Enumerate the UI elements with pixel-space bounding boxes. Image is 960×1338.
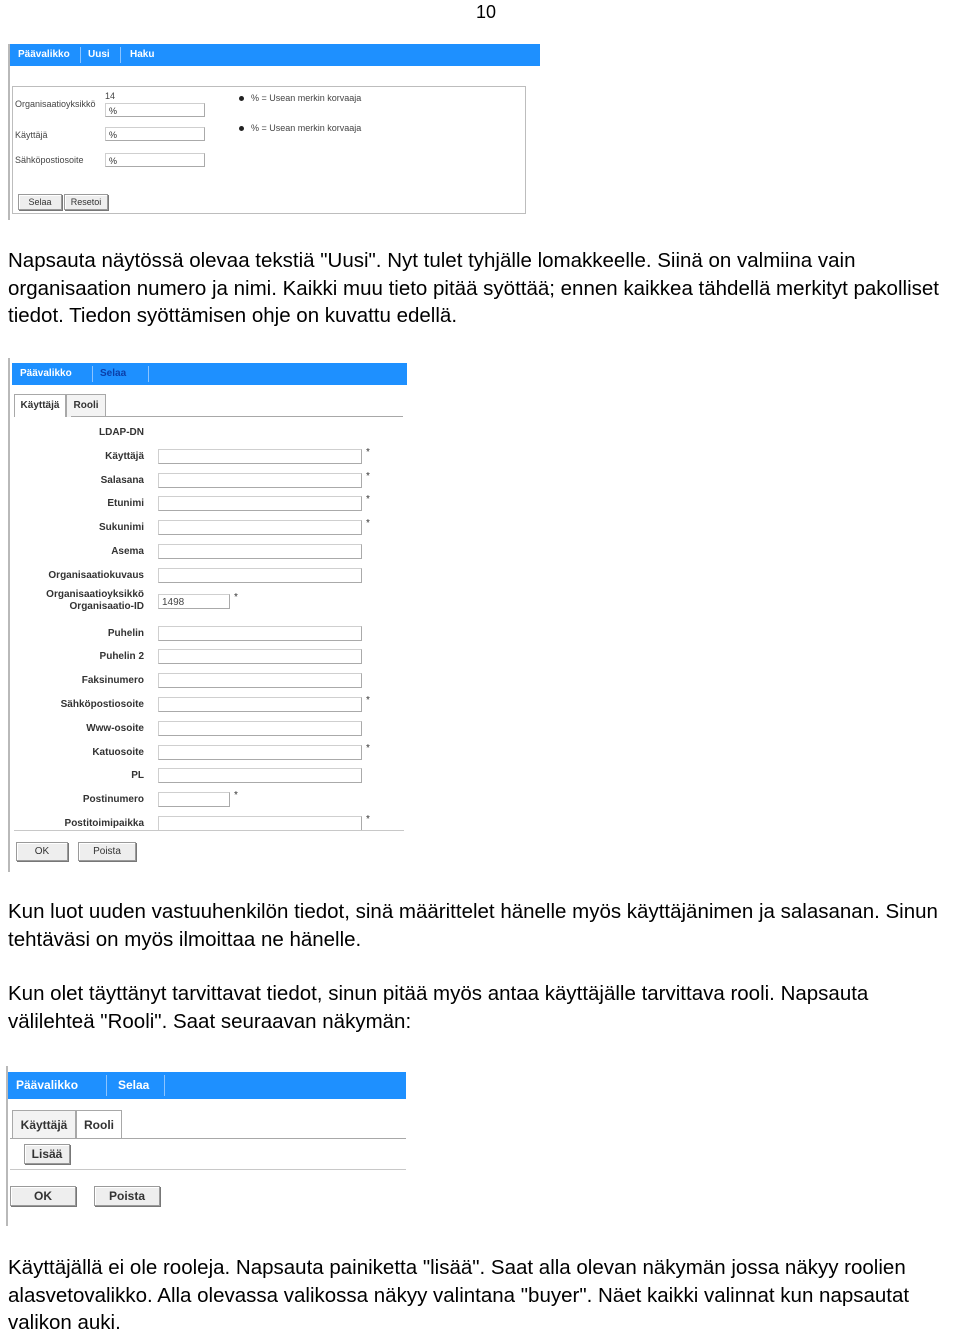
required-marker: * — [366, 695, 370, 706]
field-input[interactable] — [158, 673, 362, 688]
tab-underline — [71, 416, 403, 417]
field-input[interactable] — [158, 721, 362, 736]
form-row — [8, 811, 408, 835]
field-label: Katuosoite — [92, 746, 144, 758]
label-org-unit: Organisaatioyksikkö — [15, 99, 96, 109]
required-marker: * — [234, 591, 238, 603]
form-row — [8, 515, 408, 539]
menu-separator — [120, 47, 121, 63]
bullet-icon — [239, 96, 244, 101]
form-row — [8, 644, 408, 668]
org-unit-input[interactable]: % — [105, 103, 205, 117]
menu-separator — [164, 1075, 165, 1096]
role-tab-screenshot — [6, 1066, 408, 1226]
form-row — [8, 787, 408, 811]
main-menu-bar — [8, 1072, 406, 1099]
instruction-paragraph-3: Kun olet täyttänyt tarvittavat tiedot, sinun pitää myös antaa käyttäjälle tarvittava rooli. Napsauta välilehteä "Rooli". Saat seuraavan näkymän: — [8, 982, 869, 1033]
delete-button[interactable]: Poista — [94, 1186, 160, 1206]
menu-new[interactable]: Uusi — [88, 49, 110, 60]
form-row — [8, 716, 408, 740]
email-input[interactable]: % — [105, 153, 205, 167]
menu-separator — [106, 1075, 107, 1096]
menu-separator — [92, 366, 93, 382]
window-edge — [8, 44, 10, 220]
search-screenshot — [8, 44, 540, 222]
button-divider — [14, 830, 404, 831]
browse-button[interactable]: Selaa — [18, 194, 62, 210]
field-label: Etunimi — [107, 498, 144, 510]
field-label: Organisaatioyksikkö Organisaatio-ID — [46, 588, 144, 612]
form-row — [8, 692, 408, 716]
menu-separator — [148, 366, 149, 382]
form-row — [8, 563, 408, 587]
field-label: PL — [131, 770, 144, 782]
field-input[interactable] — [158, 792, 230, 807]
field-label: Puhelin 2 — [99, 651, 144, 663]
field-input[interactable] — [158, 697, 362, 712]
field-input[interactable] — [158, 496, 362, 511]
wildcard-hint: % = Usean merkin korvaaja — [251, 93, 362, 103]
field-label: Postitoimipaikka — [64, 818, 144, 829]
form-row — [8, 621, 408, 645]
field-label: Salasana — [100, 474, 144, 486]
field-label: Faksinumero — [81, 675, 144, 687]
field-input[interactable] — [158, 768, 362, 783]
user-input[interactable]: % — [105, 127, 205, 141]
required-marker: * — [366, 814, 370, 825]
label-email: Sähköpostiosoite — [15, 155, 84, 165]
main-menu-bar — [12, 363, 407, 385]
field-input[interactable] — [158, 520, 362, 535]
menu-browse[interactable]: Selaa — [118, 1078, 150, 1092]
field-label: Asema — [111, 546, 144, 557]
required-marker: * — [234, 790, 238, 802]
page-number: 10 — [475, 2, 497, 22]
required-marker: * — [366, 494, 370, 506]
user-form-screenshot — [8, 354, 408, 874]
required-marker: * — [366, 470, 370, 482]
menu-browse[interactable]: Selaa — [100, 368, 127, 379]
ok-button[interactable]: OK — [16, 842, 68, 861]
field-label: Sukunimi — [98, 522, 144, 534]
field-label: Käyttäjä — [105, 450, 144, 462]
field-label: Www-osoite — [86, 722, 144, 734]
bullet-icon — [239, 126, 244, 131]
reset-button[interactable]: Resetoi — [64, 194, 108, 210]
form-row — [8, 444, 408, 468]
field-label: Organisaatiokuvaus — [48, 569, 144, 581]
required-marker: * — [366, 742, 370, 754]
form-row — [8, 468, 408, 492]
form-row — [8, 763, 408, 787]
tab-role[interactable]: Rooli — [66, 394, 106, 417]
field-label: Postinumero — [82, 794, 144, 806]
field-input[interactable] — [158, 745, 362, 760]
field-input[interactable] — [158, 473, 362, 488]
form-row — [8, 539, 408, 563]
instruction-paragraph-2: Kun luot uuden vastuuhenkilön tiedot, sinä määrittelet hänelle myös käyttäjänimen ja salasanan. Sinun tehtäväsi on myös ilmoittaa ne hänelle. — [8, 900, 938, 951]
menu-main[interactable]: Päävalikko — [20, 368, 72, 379]
field-label: LDAP-DN — [99, 427, 144, 438]
field-input[interactable]: 1498 — [158, 594, 230, 609]
field-input[interactable] — [158, 449, 362, 464]
instruction-paragraph-1: Napsauta näytössä olevaa tekstiä "Uusi". Nyt tulet tyhjälle lomakkeelle. Siinä on valmiina vain organisaation numero ja nimi. Kaikki muu tieto pitää syöttää; ennen kaikkea tähdellä merkityt pakolliset tiedot. Tiedon syöttämisen ohje on kuvattu edellä. — [8, 249, 939, 327]
field-label: Puhelin — [107, 627, 144, 639]
ok-button[interactable]: OK — [10, 1186, 76, 1206]
form-row — [8, 740, 408, 764]
field-label: Sähköpostiosoite — [60, 699, 144, 710]
field-input[interactable] — [158, 568, 362, 583]
org-value: 14 — [105, 91, 116, 101]
form-row — [8, 587, 408, 617]
label-user: Käyttäjä — [15, 130, 48, 140]
required-marker: * — [366, 518, 370, 530]
form-row — [8, 420, 408, 444]
tab-user[interactable]: Käyttäjä — [14, 394, 66, 417]
field-input[interactable] — [158, 649, 362, 664]
add-role-button[interactable]: Lisää — [24, 1144, 70, 1164]
tab-user[interactable]: Käyttäjä — [12, 1110, 76, 1139]
field-input[interactable] — [158, 544, 362, 559]
instruction-paragraph-4: Käyttäjällä ei ole rooleja. Napsauta painiketta "lisää". Saat alla olevan näkymän jossa näkyy roolien alasvetovalikko. Alla olevassa valikossa näkyy valintana "buyer". Näet kaikki valinnat kun napsautat valikon auki. — [8, 1256, 910, 1334]
delete-button[interactable]: Poista — [78, 842, 136, 861]
menu-search[interactable]: Haku — [130, 49, 155, 60]
wildcard-hint: % = Usean merkin korvaaja — [251, 123, 362, 133]
tab-role[interactable]: Rooli — [76, 1110, 122, 1139]
field-input[interactable] — [158, 816, 362, 831]
menu-main[interactable]: Päävalikko — [18, 49, 70, 60]
form-row — [8, 668, 408, 692]
form-row — [8, 491, 408, 515]
required-marker: * — [366, 446, 370, 458]
main-menu-bar — [10, 44, 540, 66]
menu-separator — [80, 47, 81, 63]
field-input[interactable] — [158, 626, 362, 641]
menu-main[interactable]: Päävalikko — [16, 1078, 79, 1092]
